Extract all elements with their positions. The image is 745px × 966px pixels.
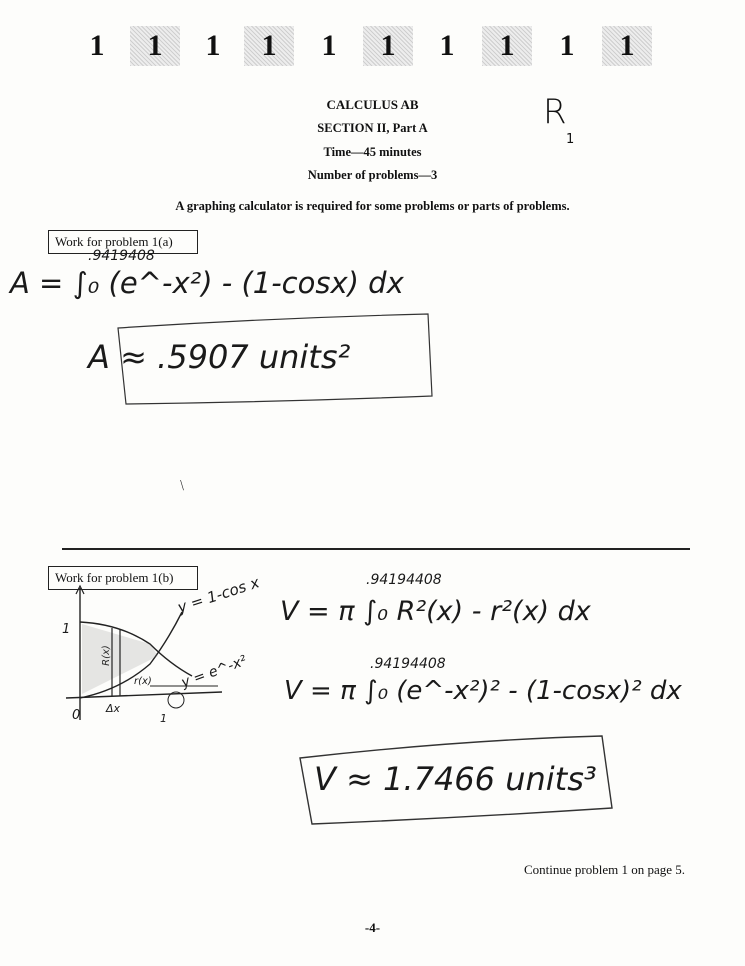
page-mark: 1 bbox=[602, 26, 652, 66]
page-mark: 1 bbox=[130, 26, 180, 66]
page-mark: 1 bbox=[482, 26, 532, 66]
graph-origin: 0 bbox=[72, 708, 81, 723]
upper-limit-1a: .9419408 bbox=[88, 248, 155, 264]
section-title: SECTION II, Part A bbox=[317, 121, 428, 135]
handwritten-mark-subscript: 1 bbox=[566, 132, 575, 147]
time-limit: Time—45 minutes bbox=[323, 145, 422, 159]
upper-limit-1b-1: .94194408 bbox=[366, 572, 442, 588]
continue-note: Continue problem 1 on page 5. bbox=[524, 862, 686, 877]
handwritten-mark: R bbox=[543, 92, 567, 132]
formula-1b-2: V = π ∫₀ (e^-x²)² - (1-cosx)² dx bbox=[284, 676, 682, 706]
curve-label-cos: y = 1-cos x bbox=[175, 573, 262, 617]
work-label-1b: Work for problem 1(b) bbox=[48, 566, 198, 590]
page-mark: 1 bbox=[205, 29, 221, 62]
stray-mark: \ bbox=[180, 478, 185, 492]
page-mark: 1 bbox=[89, 29, 105, 62]
work-label-1a: Work for problem 1(a) bbox=[48, 230, 198, 254]
page-mark: 1 bbox=[321, 29, 337, 62]
curve-label-exp: y = e^-x² bbox=[179, 652, 249, 692]
answer-1a: A ≈ .5907 units² bbox=[88, 338, 351, 376]
upper-limit-1b-2: .94194408 bbox=[370, 656, 446, 672]
page-mark: 1 bbox=[244, 26, 294, 66]
page-mark: 1 bbox=[439, 29, 455, 62]
graph-y-tick: 1 bbox=[62, 622, 71, 637]
answer-box-1b bbox=[300, 736, 612, 824]
course-title: CALCULUS AB bbox=[326, 97, 419, 112]
graph-x-axis bbox=[66, 692, 222, 698]
graph-r-label: r(x) bbox=[134, 676, 152, 687]
answer-1b: V ≈ 1.7466 units³ bbox=[314, 760, 597, 798]
page-number: -4- bbox=[364, 920, 381, 935]
graph-delta-x: Δx bbox=[106, 702, 121, 715]
answer-box-1a bbox=[118, 314, 432, 404]
graph-x-tick: 1 bbox=[160, 712, 167, 725]
instructions: A graphing calculator is required for some problems or parts of problems. bbox=[175, 199, 570, 213]
formula-1b-1: V = π ∫₀ R²(x) - r²(x) dx bbox=[280, 596, 591, 627]
page-mark: 1 bbox=[559, 29, 575, 62]
integral-1a: A = ∫₀ (e^-x²) - (1-cosx) dx bbox=[10, 266, 404, 300]
page-mark: 1 bbox=[363, 26, 413, 66]
problem-count: Number of problems—3 bbox=[307, 168, 438, 182]
